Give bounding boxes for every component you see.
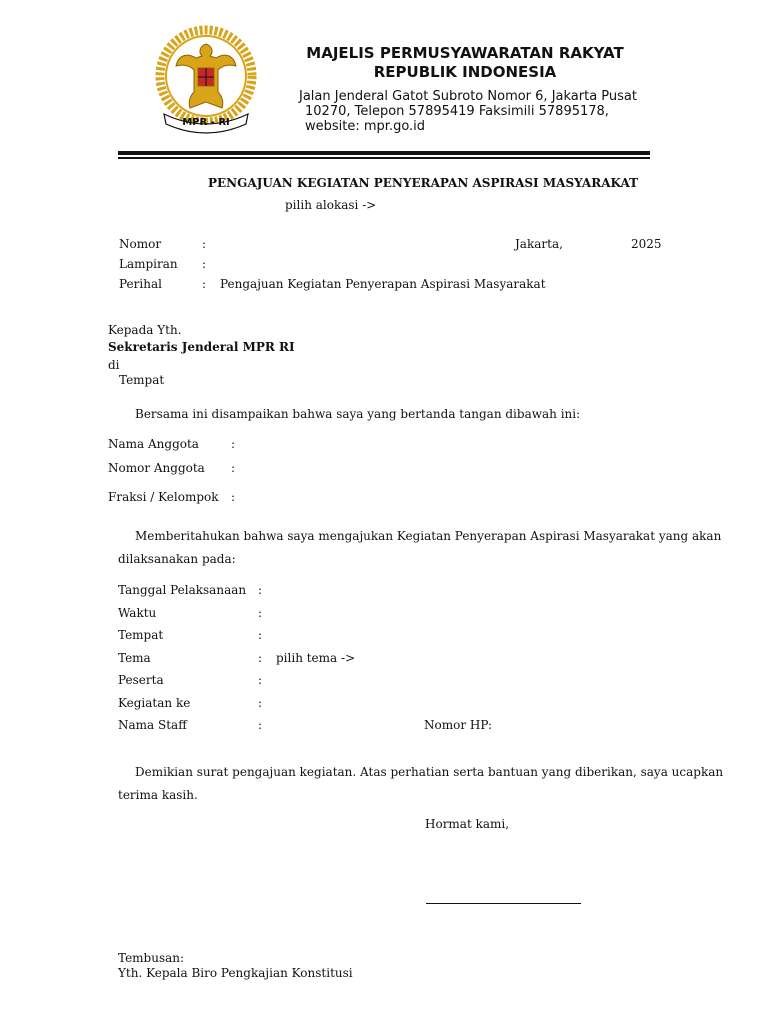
activity-field-label: Kegiatan ke — [118, 696, 191, 710]
intro-paragraph: Bersama ini disampaikan bahwa saya yang bertanda tangan dibawah ini: — [135, 407, 581, 421]
activity-field-colon: : — [258, 673, 263, 687]
member-field-label: Nama Anggota — [108, 437, 199, 451]
logo-banner-text: MPR - RI — [182, 117, 230, 128]
activity-field-colon: : — [258, 606, 263, 620]
address-line1: Jalan Jenderal Gatot Subroto Nomor 6, Jakarta Pusat — [299, 89, 637, 104]
addressee-greeting: Kepada Yth. — [108, 323, 182, 337]
activity-field-colon: : — [258, 583, 263, 597]
member-field-colon: : — [231, 490, 236, 504]
letter-year: 2025 — [631, 237, 662, 251]
perihal-value: Pengajuan Kegiatan Penyerapan Aspirasi Masyarakat — [220, 277, 546, 291]
activity-field-label: Nama Staff — [118, 718, 187, 732]
signature-line — [426, 903, 581, 904]
header-rule-thick — [118, 151, 650, 155]
activity-field-colon: : — [258, 696, 263, 710]
member-field-colon: : — [231, 437, 236, 451]
activity-field-colon: : — [258, 718, 263, 732]
phone-label: Nomor HP: — [424, 718, 493, 732]
signoff: Hormat kami, — [425, 817, 510, 831]
activity-field-colon: : — [258, 651, 263, 665]
notice-line2: dilaksanakan pada: — [118, 552, 236, 566]
member-field-label: Nomor Anggota — [108, 461, 205, 475]
lampiran-colon: : — [202, 257, 207, 271]
org-name-line1: MAJELIS PERMUSYAWARATAN RAKYAT — [306, 44, 624, 62]
address-line2: 10270, Telepon 57895419 Faksimili 57895178, — [305, 104, 609, 119]
perihal-label: Perihal — [119, 277, 162, 291]
letter-city: Jakarta, — [515, 237, 563, 251]
mpr-ri-emblem — [150, 22, 262, 134]
perihal-colon: : — [202, 277, 207, 291]
closing-line2: terima kasih. — [118, 788, 198, 802]
garuda-icon — [176, 44, 236, 108]
member-field-colon: : — [231, 461, 236, 475]
document-title: PENGAJUAN KEGIATAN PENYERAPAN ASPIRASI MASYARAKAT — [208, 176, 639, 190]
addressee-di: di — [108, 358, 120, 372]
nomor-colon: : — [202, 237, 207, 251]
cc-label: Tembusan: — [118, 951, 185, 965]
activity-field-label: Tanggal Pelaksanaan — [118, 583, 247, 597]
activity-field-label: Waktu — [118, 606, 157, 620]
header-rule-thin — [118, 157, 650, 159]
address-line3: website: mpr.go.id — [305, 119, 426, 134]
activity-field-colon: : — [258, 628, 263, 642]
notice-line1: Memberitahukan bahwa saya mengajukan Kegiatan Penyerapan Aspirasi Masyarakat yang akan — [135, 529, 722, 543]
lampiran-label: Lampiran — [119, 257, 178, 271]
allocation-selector[interactable]: pilih alokasi -> — [285, 198, 377, 212]
closing-line1: Demikian surat pengajuan kegiatan. Atas perhatian serta bantuan yang diberikan, saya ucapkan — [135, 765, 724, 779]
cc-recipient: Yth. Kepala Biro Pengkajian Konstitusi — [118, 966, 353, 980]
activity-field-label: Tempat — [118, 628, 164, 642]
member-field-label: Fraksi / Kelompok — [108, 490, 219, 504]
activity-field-label: Peserta — [118, 673, 164, 687]
addressee-place: Tempat — [119, 373, 165, 387]
addressee-name: Sekretaris Jenderal MPR RI — [108, 340, 295, 354]
org-name-line2: REPUBLIK INDONESIA — [373, 63, 557, 81]
activity-field-label: Tema — [118, 651, 151, 665]
theme-selector[interactable]: pilih tema -> — [276, 651, 356, 665]
nomor-label: Nomor — [119, 237, 162, 251]
